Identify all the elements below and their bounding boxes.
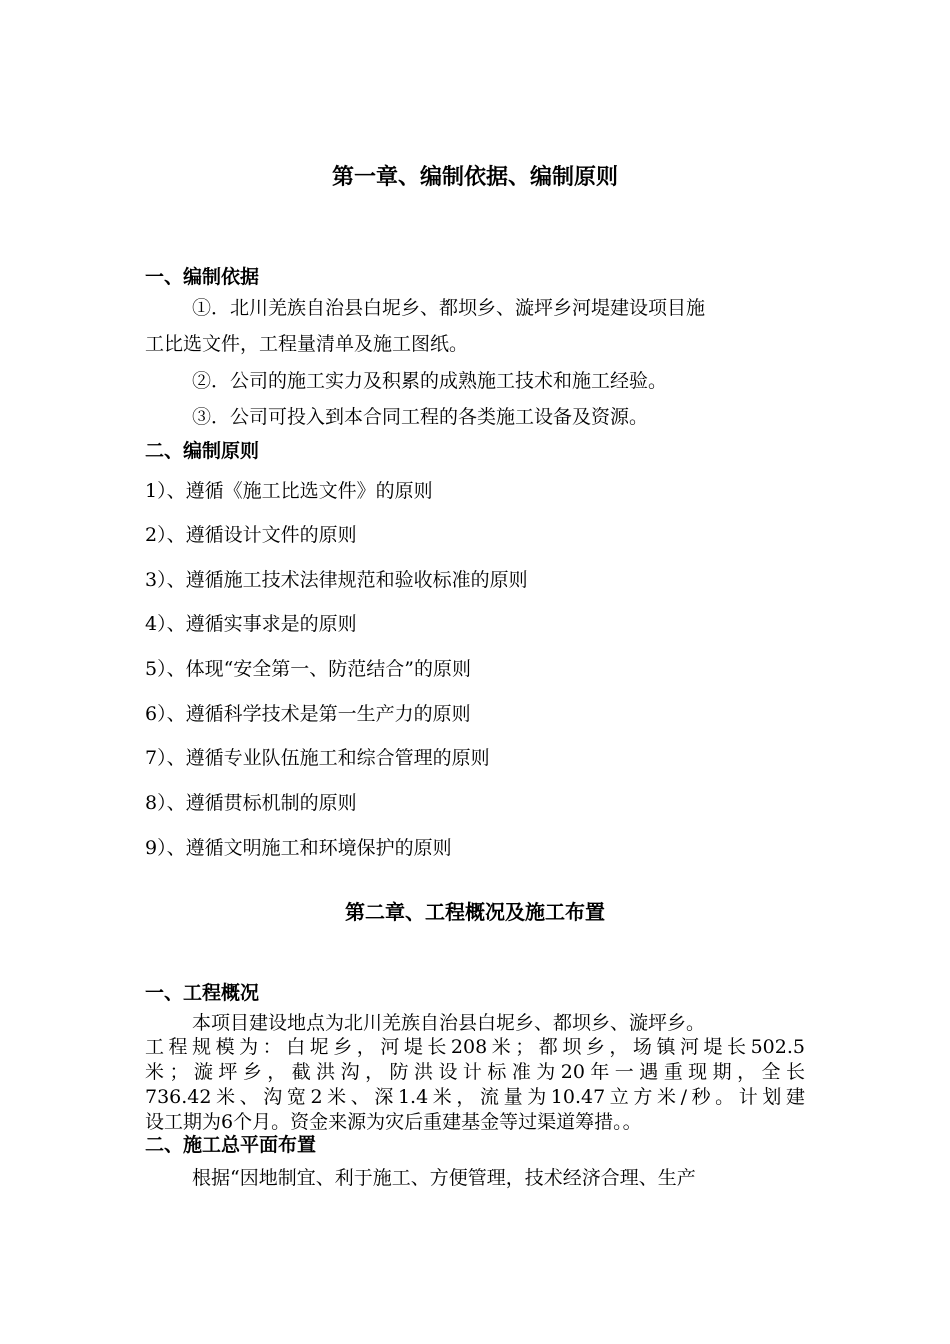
basis-item-3: ③．公司可投入到本合同工程的各类施工设备及资源。 — [192, 406, 649, 428]
principle-item-6: 6）、遵循科学技术是第一生产力的原则 — [145, 703, 471, 725]
overview-line-3: 米；漩坪乡，截洪沟，防洪设计标准为20年一遇重现期，全长 — [145, 1061, 805, 1083]
principle-item-9: 9）、遵循文明施工和环境保护的原则 — [145, 837, 452, 859]
basis-heading: 一、编制依据 — [145, 266, 260, 288]
overview-line-2: 工程规模为：白坭乡，河堤长208米；都坝乡，场镇河堤长502.5 — [145, 1036, 805, 1058]
basis-item-1-line-1: ①．北川羌族自治县白坭乡、都坝乡、漩坪乡河堤建设项目施 — [192, 297, 706, 319]
principle-item-1: 1）、遵循《施工比选文件》的原则 — [145, 480, 433, 502]
overview-line-5: 设工期为6个月。资金来源为灾后重建基金等过渠道筹措。。 — [145, 1111, 642, 1133]
principle-item-5: 5）、体现“安全第一、防范结合”的原则 — [145, 658, 472, 680]
layout-heading: 二、施工总平面布置 — [145, 1134, 317, 1156]
overview-line-4: 736.42米、沟宽2米、深1.4米，流量为10.47立方米/秒。计划建 — [145, 1086, 805, 1108]
principle-item-7: 7）、遵循专业队伍施工和综合管理的原则 — [145, 747, 490, 769]
layout-line-1: 根据“因地制宜、利于施工、方便管理，技术经济合理、生产 — [192, 1167, 696, 1189]
chapter-2-title: 第二章、工程概况及施工布置 — [345, 900, 605, 924]
principles-heading: 二、编制原则 — [145, 440, 260, 462]
basis-item-2: ②．公司的施工实力及积累的成熟施工技术和施工经验。 — [192, 370, 668, 392]
principle-item-4: 4）、遵循实事求是的原则 — [145, 613, 357, 635]
overview-heading: 一、工程概况 — [145, 982, 260, 1004]
principle-item-2: 2）、遵循设计文件的原则 — [145, 524, 357, 546]
overview-line-1: 本项目建设地点为北川羌族自治县白坭乡、都坝乡、漩坪乡。 — [192, 1012, 706, 1034]
basis-item-1-line-2: 工比选文件，工程量清单及施工图纸。 — [145, 333, 469, 355]
principle-item-3: 3）、遵循施工技术法律规范和验收标准的原则 — [145, 569, 528, 591]
chapter-1-title: 第一章、编制依据、编制原则 — [331, 165, 618, 190]
principle-item-8: 8）、遵循贯标机制的原则 — [145, 792, 357, 814]
